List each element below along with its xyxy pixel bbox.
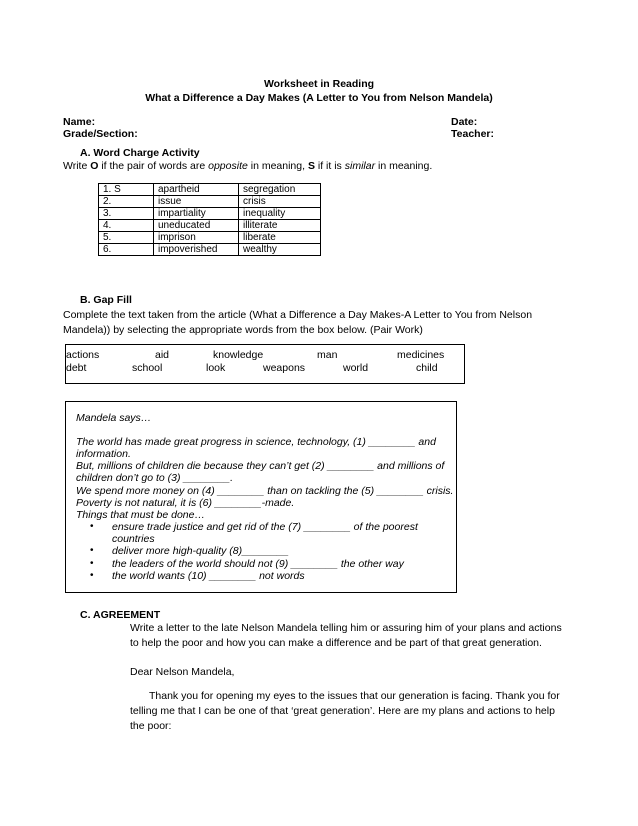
section-a-heading: A. Word Charge Activity	[80, 147, 200, 159]
table-row	[99, 232, 321, 244]
instr-text: if it is	[314, 160, 345, 172]
row-number[interactable]: 3.	[99, 208, 154, 220]
gap-text-bullet-cont: countries	[112, 533, 155, 545]
table-row	[99, 196, 321, 208]
table-row	[99, 184, 321, 196]
table-row	[99, 208, 321, 220]
bullet-icon: •	[90, 558, 94, 569]
instr-opposite: opposite	[208, 160, 248, 172]
worksheet-title: Worksheet in Reading	[263, 78, 375, 90]
word-pair-table	[98, 183, 321, 256]
section-c-paragraph: to help the poor and how you can make a difference and be part of that great generation.	[130, 637, 542, 649]
gap-text-bullet: deliver more high-quality (8)________	[112, 545, 289, 557]
gap-text-line: children don’t go to (3) ________.	[76, 472, 234, 484]
word-one: uneducated	[154, 220, 239, 232]
name-label: Name:	[63, 116, 96, 128]
gap-text-line: Things that must be done…	[76, 509, 205, 521]
instr-text: in meaning,	[247, 160, 308, 172]
section-b-instruction-line1: Complete the text taken from the article (What a Difference a Day Makes-A Letter to You from Nelson	[63, 309, 533, 321]
instr-text: in meaning.	[375, 160, 433, 172]
bullet-icon: •	[90, 521, 94, 532]
gap-text-line: Mandela says…	[76, 412, 152, 424]
instr-o: O	[90, 160, 99, 172]
word-one: apartheid	[154, 184, 239, 196]
letter-body: Thank you for opening my eyes to the issues that our generation is facing. Thank you for	[149, 690, 560, 702]
word-one: impartiality	[154, 208, 239, 220]
word-bank-item: debt	[66, 362, 87, 374]
word-bank-item: world	[343, 362, 369, 374]
word-bank-item: weapons	[263, 362, 306, 374]
word-two: liberate	[239, 232, 321, 244]
word-two: segregation	[239, 184, 321, 196]
grade-section-label: Grade/Section:	[63, 128, 138, 140]
word-bank-box	[65, 344, 465, 384]
section-c-heading: C. AGREEMENT	[80, 609, 161, 621]
word-bank-item: school	[132, 362, 163, 374]
instr-s: S	[307, 160, 315, 172]
gap-text-line: Poverty is not natural, it is (6) ________-made.	[76, 497, 295, 509]
word-one: imprison	[154, 232, 239, 244]
word-two: wealthy	[239, 244, 321, 256]
word-bank-item: man	[317, 349, 338, 361]
word-two: crisis	[239, 196, 321, 208]
instr-text: Write	[63, 160, 91, 172]
word-bank-item: actions	[66, 349, 100, 361]
row-number[interactable]: 2.	[99, 196, 154, 208]
gap-text-line: We spend more money on (4) ________ than on tackling the (5) ________ crisis.	[76, 485, 454, 497]
gap-fill-text-box	[65, 401, 457, 593]
letter-body: the poor:	[130, 720, 172, 732]
word-one: impoverished	[154, 244, 239, 256]
word-bank-item: child	[416, 362, 438, 374]
word-bank-item: knowledge	[213, 349, 264, 361]
instr-similar: similar	[344, 160, 376, 172]
gap-text-bullet: ensure trade justice and get rid of the (7) ________ of the poorest	[112, 521, 418, 533]
word-bank-item: look	[206, 362, 226, 374]
bullet-icon: •	[90, 570, 94, 581]
word-bank-item: medicines	[397, 349, 445, 361]
gap-text-line: But, millions of children die because they can’t get (2) ________ and millions of	[76, 460, 445, 472]
row-number[interactable]: 1. S	[99, 184, 154, 196]
word-two: inequality	[239, 208, 321, 220]
section-c-paragraph: Write a letter to the late Nelson Mandela telling him or assuring him of your plans and actions	[130, 622, 562, 634]
gap-text-line: The world has made great progress in science, technology, (1) ________ and	[76, 436, 436, 448]
instr-text: if the pair of words are	[98, 160, 209, 172]
row-number[interactable]: 5.	[99, 232, 154, 244]
teacher-label: Teacher:	[451, 128, 494, 140]
worksheet-subtitle: What a Difference a Day Makes (A Letter to You from Nelson Mandela)	[145, 92, 493, 104]
letter-salutation: Dear Nelson Mandela,	[130, 666, 235, 678]
table-row	[99, 244, 321, 256]
word-two: illiterate	[239, 220, 321, 232]
gap-text-line: information.	[76, 448, 131, 460]
table-row	[99, 220, 321, 232]
gap-text-bullet: the world wants (10) ________ not words	[112, 570, 305, 582]
word-bank-item: aid	[155, 349, 170, 361]
date-label: Date:	[451, 116, 478, 128]
section-b-heading: B. Gap Fill	[80, 294, 132, 306]
letter-body: telling me that I can be one of that ‘great generation’. Here are my plans and actions to help	[130, 705, 555, 717]
row-number[interactable]: 4.	[99, 220, 154, 232]
gap-text-bullet: the leaders of the world should not (9) ________ the other way	[112, 558, 404, 570]
section-b-instruction-line2: Mandela)) by selecting the appropriate words from the box below. (Pair Work)	[63, 324, 423, 336]
bullet-icon: •	[90, 545, 94, 556]
row-number[interactable]: 6.	[99, 244, 154, 256]
section-a-instructions	[63, 160, 432, 172]
word-one: issue	[154, 196, 239, 208]
